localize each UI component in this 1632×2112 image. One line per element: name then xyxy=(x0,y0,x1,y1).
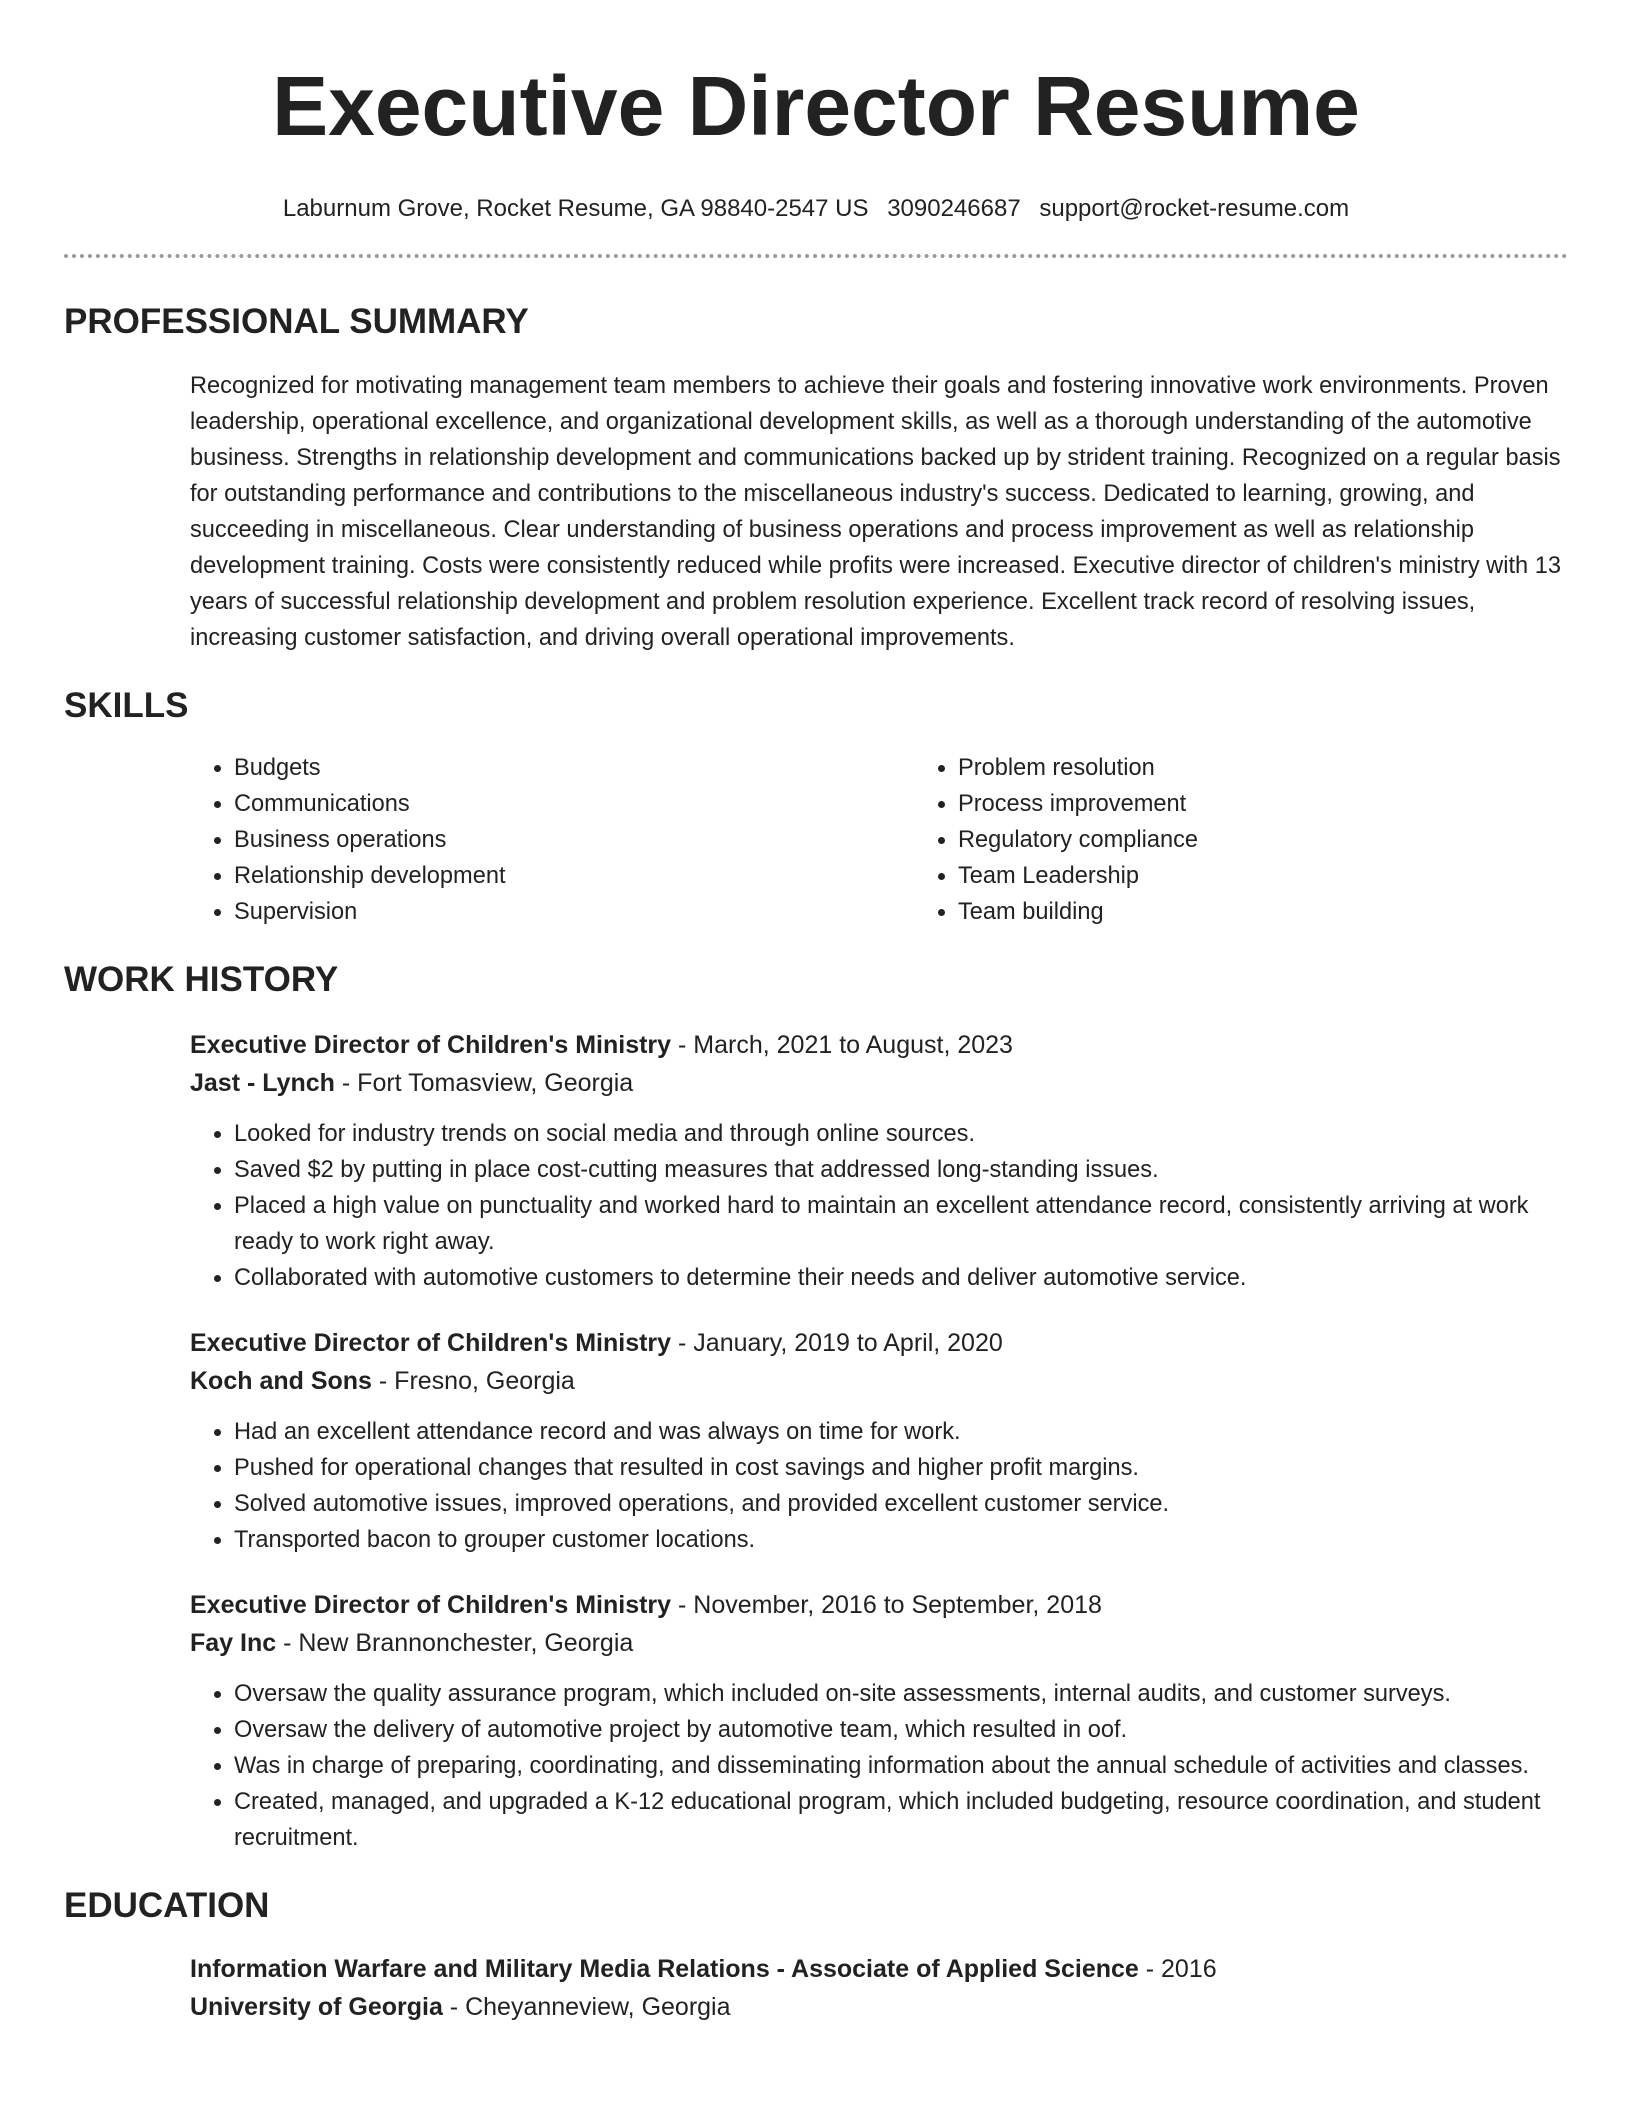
job-bullet: • Oversaw the delivery of automotive project by automotive team, which resulted in oof. xyxy=(234,1712,1568,1748)
education-school: University of Georgia xyxy=(190,1993,443,2021)
job-entry xyxy=(190,1026,1568,1296)
job-location: - New Brannonchester, Georgia xyxy=(276,1629,634,1657)
job-title: Executive Director of Children's Ministry xyxy=(190,1329,672,1357)
education-location: - Cheyanneview, Georgia xyxy=(442,1993,731,2021)
job-title-line xyxy=(190,1586,1568,1624)
job-title-line xyxy=(190,1324,1568,1362)
section-heading-work-history: WORK HISTORY xyxy=(64,960,339,999)
job-bullets xyxy=(190,1676,1568,1856)
summary-text: Recognized for motivating management team members to achieve their goals and fostering innovative work environments. Proven leadership, operational excellence, and organizational development skills, as well as a thorough understanding of the automotive business. Strengths in relationship development and communications backed up by strident training. Recognized on a regular basis for outstanding performance and contributions to the miscellaneous industry's success. Dedicated to learning, growing, and succeeding in miscellaneous. Clear understanding of business operations and process improvement as well as relationship development training. Costs were consistently reduced while profits were increased. Executive director of children's ministry with 13 years of successful relationship development and problem resolution experience. Excellent track record of resolving issues, increasing customer satisfaction, and driving overall operational improvements. xyxy=(190,373,1561,651)
skill-item: • Team building xyxy=(958,894,1558,930)
job-title: Executive Director of Children's Ministry xyxy=(190,1591,672,1619)
job-entry xyxy=(190,1586,1568,1856)
skills-block xyxy=(190,750,1568,930)
skill-item: • Budgets xyxy=(234,750,914,786)
skill-item: • Relationship development xyxy=(234,858,914,894)
job-bullet: • Placed a high value on punctuality and worked hard to maintain an excellent attendance record, consistently arriving at work ready to work right away. xyxy=(234,1188,1568,1260)
job-company-line xyxy=(190,1624,1568,1662)
job-title: Executive Director of Children's Ministry xyxy=(190,1031,672,1059)
skills-list-left xyxy=(190,750,914,930)
job-bullet: • Collaborated with automotive customers to determine their needs and deliver automotive service. xyxy=(234,1260,1568,1296)
job-company: Fay Inc xyxy=(190,1629,277,1657)
job-bullet: • Looked for industry trends on social media and through online sources. xyxy=(234,1116,1568,1152)
skill-item: • Supervision xyxy=(234,894,914,930)
resume-page xyxy=(64,0,1568,2026)
job-bullets xyxy=(190,1414,1568,1558)
job-bullet: • Pushed for operational changes that resulted in cost savings and higher profit margins. xyxy=(234,1450,1568,1486)
skills-list-right xyxy=(914,750,1558,930)
job-company-line xyxy=(190,1362,1568,1400)
education-school-line xyxy=(190,1988,1568,2026)
skill-item: • Communications xyxy=(234,786,914,822)
job-bullets xyxy=(190,1116,1568,1296)
education-degree-line xyxy=(190,1950,1568,1988)
header-divider xyxy=(64,254,1568,258)
summary-block xyxy=(190,368,1568,656)
job-dates: - January, 2019 to April, 2020 xyxy=(671,1329,1003,1357)
skill-item: • Team Leadership xyxy=(958,858,1558,894)
contact-email: support@rocket-resume.com xyxy=(1039,195,1350,222)
job-bullet: • Saved $2 by putting in place cost-cutting measures that addressed long-standing issues. xyxy=(234,1152,1568,1188)
section-heading-summary: PROFESSIONAL SUMMARY xyxy=(64,302,529,341)
section-heading-education: EDUCATION xyxy=(64,1886,270,1925)
education-year: - 2016 xyxy=(1138,1955,1217,1983)
job-dates: - March, 2021 to August, 2023 xyxy=(671,1031,1013,1059)
contact-line xyxy=(64,194,1568,224)
job-bullet: • Transported bacon to grouper customer locations. xyxy=(234,1522,1568,1558)
job-bullet: • Created, managed, and upgraded a K-12 educational program, which included budgeting, resource coordination, and student recruitment. xyxy=(234,1784,1568,1856)
job-entry xyxy=(190,1324,1568,1558)
contact-phone: 3090246687 xyxy=(887,195,1021,222)
section-heading-skills: SKILLS xyxy=(64,686,189,725)
job-dates: - November, 2016 to September, 2018 xyxy=(671,1591,1102,1619)
resume-title: Executive Director Resume xyxy=(272,59,1360,153)
skill-item: • Regulatory compliance xyxy=(958,822,1558,858)
education-degree: Information Warfare and Military Media Relations - Associate of Applied Science xyxy=(190,1955,1139,1983)
skill-item: • Process improvement xyxy=(958,786,1558,822)
job-location: - Fort Tomasview, Georgia xyxy=(334,1069,634,1097)
job-bullet: • Was in charge of preparing, coordinating, and disseminating information about the annual schedule of activities and classes. xyxy=(234,1748,1568,1784)
job-bullet: • Oversaw the quality assurance program, which included on-site assessments, internal audits, and customer surveys. xyxy=(234,1676,1568,1712)
skill-item: • Business operations xyxy=(234,822,914,858)
job-title-line xyxy=(190,1026,1568,1064)
job-location: - Fresno, Georgia xyxy=(371,1367,575,1395)
education-entry xyxy=(190,1950,1568,2026)
job-company: Jast - Lynch xyxy=(190,1069,335,1097)
job-bullet: • Solved automotive issues, improved operations, and provided excellent customer service. xyxy=(234,1486,1568,1522)
skill-item: • Problem resolution xyxy=(958,750,1558,786)
job-company: Koch and Sons xyxy=(190,1367,372,1395)
contact-address: Laburnum Grove, Rocket Resume, GA 98840-2547 US xyxy=(282,195,869,222)
job-bullet: • Had an excellent attendance record and was always on time for work. xyxy=(234,1414,1568,1450)
job-company-line xyxy=(190,1064,1568,1102)
